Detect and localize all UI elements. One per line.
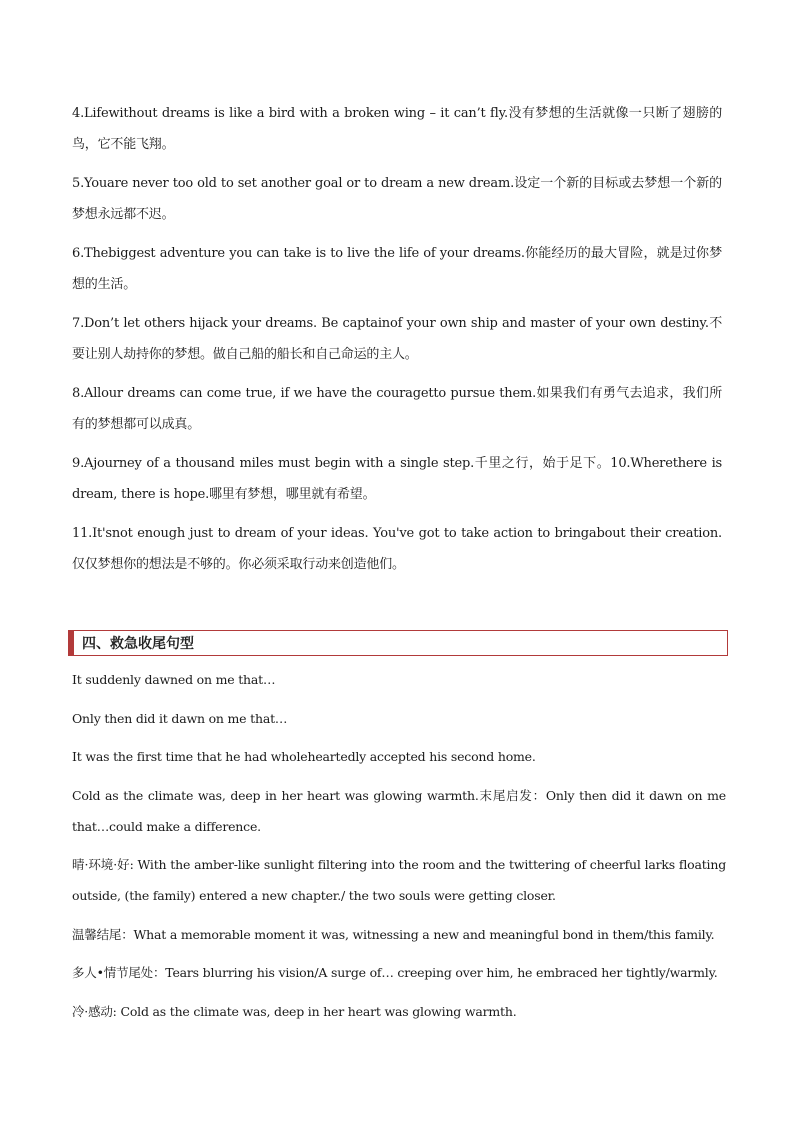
quote-item: 5.Youare never too old to set another goal or to dream a new dream.设定一个新的目标或去梦想一个新的梦想永远都不迟。 xyxy=(72,176,722,222)
ending-sentence: 多人•情节尾处：Tears blurring his vision/A surge of… creeping over him, he embraced her tightly/warmly. xyxy=(72,965,718,980)
ending-sentence: Cold as the climate was, deep in her heart was glowing warmth.末尾启发：Only then did it dawn on me that…could make a difference. xyxy=(72,787,726,834)
quote-item: 7.Don’t let others hijack your dreams. Be captainof your own ship and master of your own destiny.不要让别人劫持你的梦想。做自己船的船长和自己命运的主人。 xyxy=(72,316,722,362)
ending-sentence: 晴·环境·好: With the amber-like sunlight filtering into the room and the twittering of cheerful larks floating outside, (the family) entered a new chapter./ the two souls were getting closer. xyxy=(72,857,726,903)
ending-sentences-list xyxy=(72,664,726,1034)
section-heading-text: 四、救急收尾句型 xyxy=(82,636,194,652)
ending-sentence: 温馨结尾：What a memorable moment it was, witnessing a new and meaningful bond in them/this family. xyxy=(72,926,715,942)
quote-item: 4.Lifewithout dreams is like a bird with a broken wing – it can’t fly.没有梦想的生活就像一只断了翅膀的鸟，它不能飞翔。 xyxy=(72,106,722,152)
section-heading xyxy=(68,630,728,656)
ending-sentence: Only then did it dawn on me that… xyxy=(72,710,288,726)
quote-item: 6.Thebiggest adventure you can take is to live the life of your dreams.你能经历的最大冒险，就是过你梦想的生活。 xyxy=(72,246,722,292)
ending-sentence: 冷·感动: Cold as the climate was, deep in her heart was glowing warmth. xyxy=(72,1003,517,1019)
quotes-list xyxy=(72,98,722,588)
ending-sentence: It was the first time that he had wholeheartedly accepted his second home. xyxy=(72,749,536,764)
quote-item: 9.Ajourney of a thousand miles must begin with a single step.千里之行，始于足下。10.Wherethere is dream, there is hope.哪里有梦想，哪里就有希望。 xyxy=(72,456,722,502)
quote-item: 11.It'snot enough just to dream of your ideas. You've got to take action to bringabout their creation.仅仅梦想你的想法是不够的。你必须采取行动来创造他们。 xyxy=(72,526,722,572)
ending-sentence: It suddenly dawned on me that… xyxy=(72,672,276,687)
quote-item: 8.Allour dreams can come true, if we have the couragetto pursue them.如果我们有勇气去追求，我们所有的梦想都可以成真。 xyxy=(72,386,722,432)
